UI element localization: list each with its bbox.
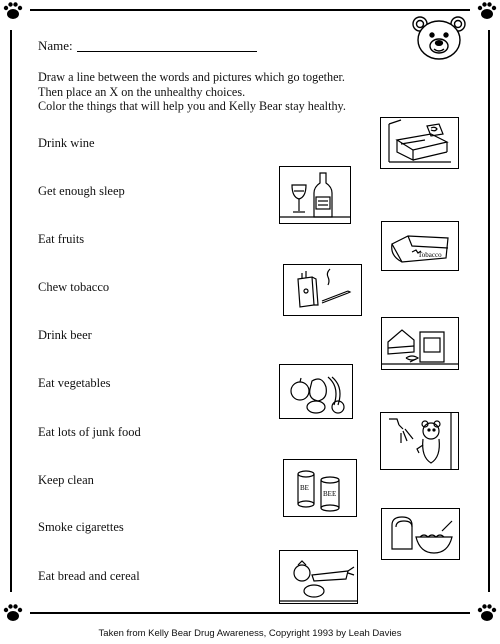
item-keep-clean: Keep clean (38, 473, 94, 487)
picture-bed[interactable] (380, 117, 459, 169)
item-drink-wine: Drink wine (38, 136, 95, 150)
border-bottom (30, 612, 470, 614)
name-input-line[interactable] (77, 51, 257, 52)
picture-fruits[interactable] (279, 364, 353, 419)
item-smoke-cigarettes: Smoke cigarettes (38, 520, 124, 534)
item-get-enough-sleep: Get enough sleep (38, 184, 125, 198)
item-chew-tobacco: Chew tobacco (38, 280, 110, 294)
item-eat-junk-food: Eat lots of junk food (38, 425, 141, 439)
border-right (488, 30, 490, 592)
instructions (38, 70, 346, 114)
paw-icon-bottom-right (476, 602, 498, 624)
picture-tobacco-pouch[interactable] (381, 221, 459, 271)
item-eat-vegetables: Eat vegetables (38, 376, 111, 390)
picture-wine[interactable] (279, 166, 351, 224)
item-eat-fruits: Eat fruits (38, 232, 85, 246)
item-eat-bread-cereal: Eat bread and cereal (38, 569, 140, 583)
picture-vegetables[interactable] (279, 550, 358, 604)
item-drink-beer: Drink beer (38, 328, 92, 342)
footer-credit: Taken from Kelly Bear Drug Awareness, Copyright 1993 by Leah Davies (98, 628, 402, 639)
picture-beer-cans[interactable] (283, 459, 357, 517)
picture-bear-shower[interactable] (380, 412, 459, 470)
picture-bread-cereal[interactable] (381, 508, 460, 560)
beer-can-label-2: BEE (323, 490, 337, 498)
instruction-line-2: Then place an X on the unhealthy choices. (38, 84, 246, 99)
paw-icon-top-right (476, 0, 498, 22)
kelly-bear-head-icon (408, 14, 470, 64)
name-label: Name: (38, 38, 73, 53)
paw-icon-top-left (2, 0, 24, 22)
picture-cigarettes[interactable] (283, 264, 362, 316)
picture-junk-food[interactable] (381, 317, 459, 370)
tobacco-pouch-label: Tobacco (418, 251, 442, 259)
border-left (10, 30, 12, 592)
paw-icon-bottom-left (2, 602, 24, 624)
border-top (30, 9, 470, 11)
beer-can-label-1: BE (300, 484, 309, 492)
instruction-line-1: Draw a line between the words and pictures which go together. (38, 70, 345, 84)
instruction-line-3: Color the things that will help you and Kelly Bear stay healthy. (38, 99, 346, 114)
